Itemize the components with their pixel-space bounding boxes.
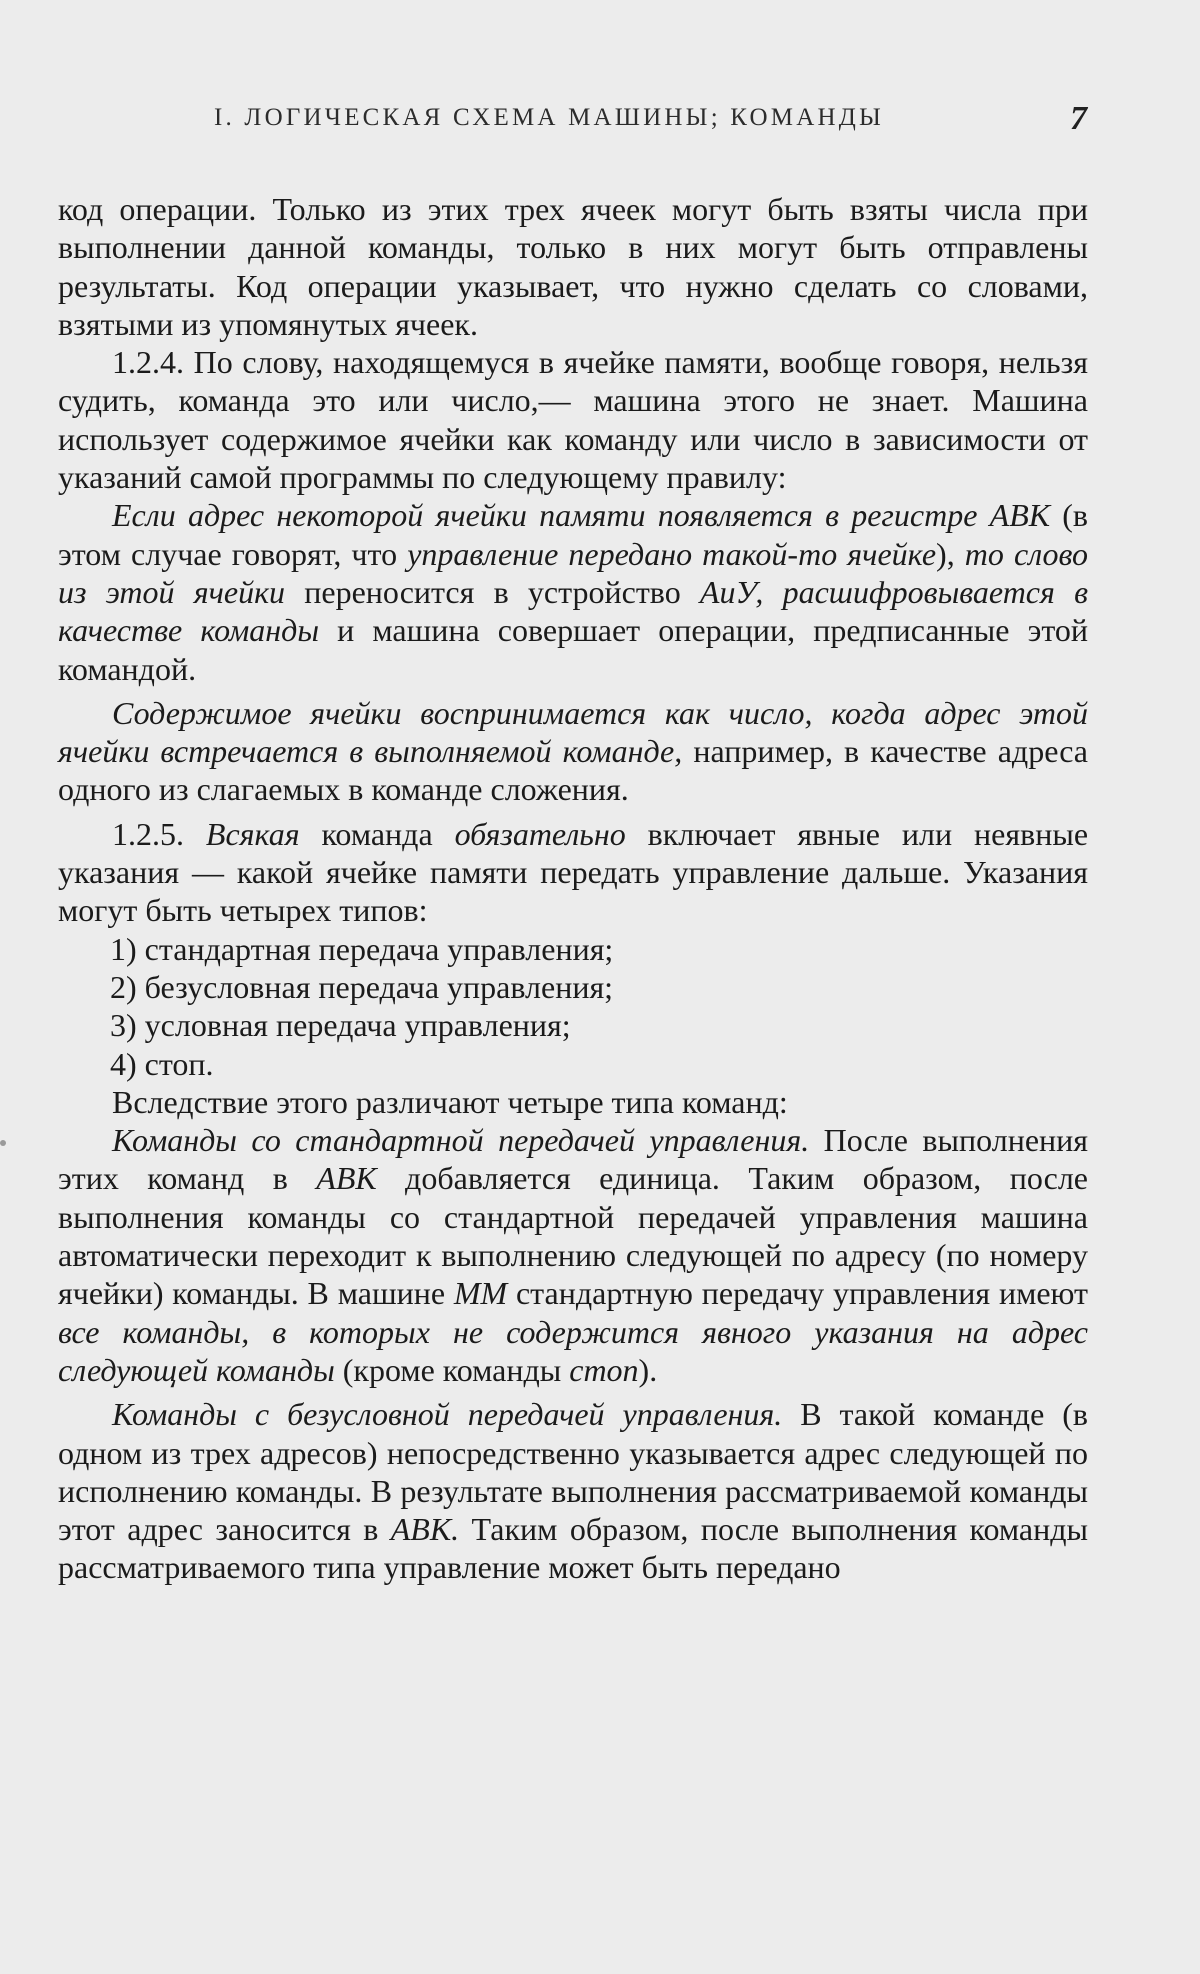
scan-speck — [0, 1140, 6, 1146]
rule-paragraph-number: Содержимое ячейки воспринимается как число, когда адрес этой ячейки встречается в выполняемой команде, например, в качестве адреса одного из слагаемых в команде сложения. — [58, 694, 1089, 808]
paragraph-1-2-5: 1.2.5. Всякая команда обязательно включает явные или неявные указания — какой ячейке памяти передать управление дальше. Указания могут быть четырех типов: — [58, 815, 1089, 929]
page-body — [58, 190, 1088, 1587]
list-item: 1) стандартная передача управления; — [110, 930, 614, 967]
page-number: 7 — [1070, 100, 1087, 137]
running-header: І. ЛОГИЧЕСКАЯ СХЕМА МАШИНЫ; КОМАНДЫ — [214, 104, 884, 131]
list-item: 2) безусловная передача управления; — [110, 968, 614, 1005]
paragraph-1-2-4: 1.2.4. По слову, находящемуся в ячейке памяти, вообще говоря, нельзя судить, команда это или число,— машина этого не знает. Машина использует содержимое ячейки как команду или число в зависимости от указаний самой программы по следующему правилу: — [58, 344, 1088, 496]
paragraph-unconditional-transfer: Команды с безусловной передачей управления. В такой команде (в одном из трех адресов) непосредственно указывается адрес следующей по исполнению команды. В результате выполнения рассматриваемой команды этот адрес заносится в АВК. Таким образом, после выполнения команды рассматриваемого типа управление может быть передано — [58, 1396, 1089, 1586]
italic-rule-text: Если адрес некоторой ячейки памяти появляется в регистре АВК — [112, 497, 1050, 534]
rule-paragraph-command: Если адрес некоторой ячейки памяти появляется в регистре АВК (в этом случае говорят, что управление передано такой-то ячейке), то слово из этой ячейки переносится в устройство АиУ, расшифровывается в качестве команды и машина совершает операции, предписанные этой командой. — [58, 497, 1089, 687]
list-item: 3) условная передача управления; — [110, 1007, 571, 1044]
list-item: 4) стоп. — [110, 1045, 214, 1082]
paragraph-command-types: Вследствие этого различают четыре типа команд: — [112, 1083, 788, 1120]
paragraph-standard-transfer: Команды со стандартной передачей управления. После выполнения этих команд в АВК добавляется единица. Таким образом, после выполнения команды со стандартной передачей управления машина автоматически переходит к выполнению следующей по адресу (по номеру ячейки) команды. В машине ММ стандартную передачу управления имеют все команды, в которых не содержится явного указания на адрес следующей команды (кроме команды стоп). — [58, 1122, 1089, 1388]
paragraph-1: код операции. Только из этих трех ячеек могут быть взяты числа при выполнении данной команды, только в них могут быть отправлены результаты. Код операции указывает, что нужно сделать со словами, взятыми из упомянутых ячеек. — [58, 191, 1088, 342]
italic-rule-text: Содержимое ячейки воспринимается как число, когда адрес этой ячейки встречается в выполняемой команде, — [58, 694, 1088, 770]
